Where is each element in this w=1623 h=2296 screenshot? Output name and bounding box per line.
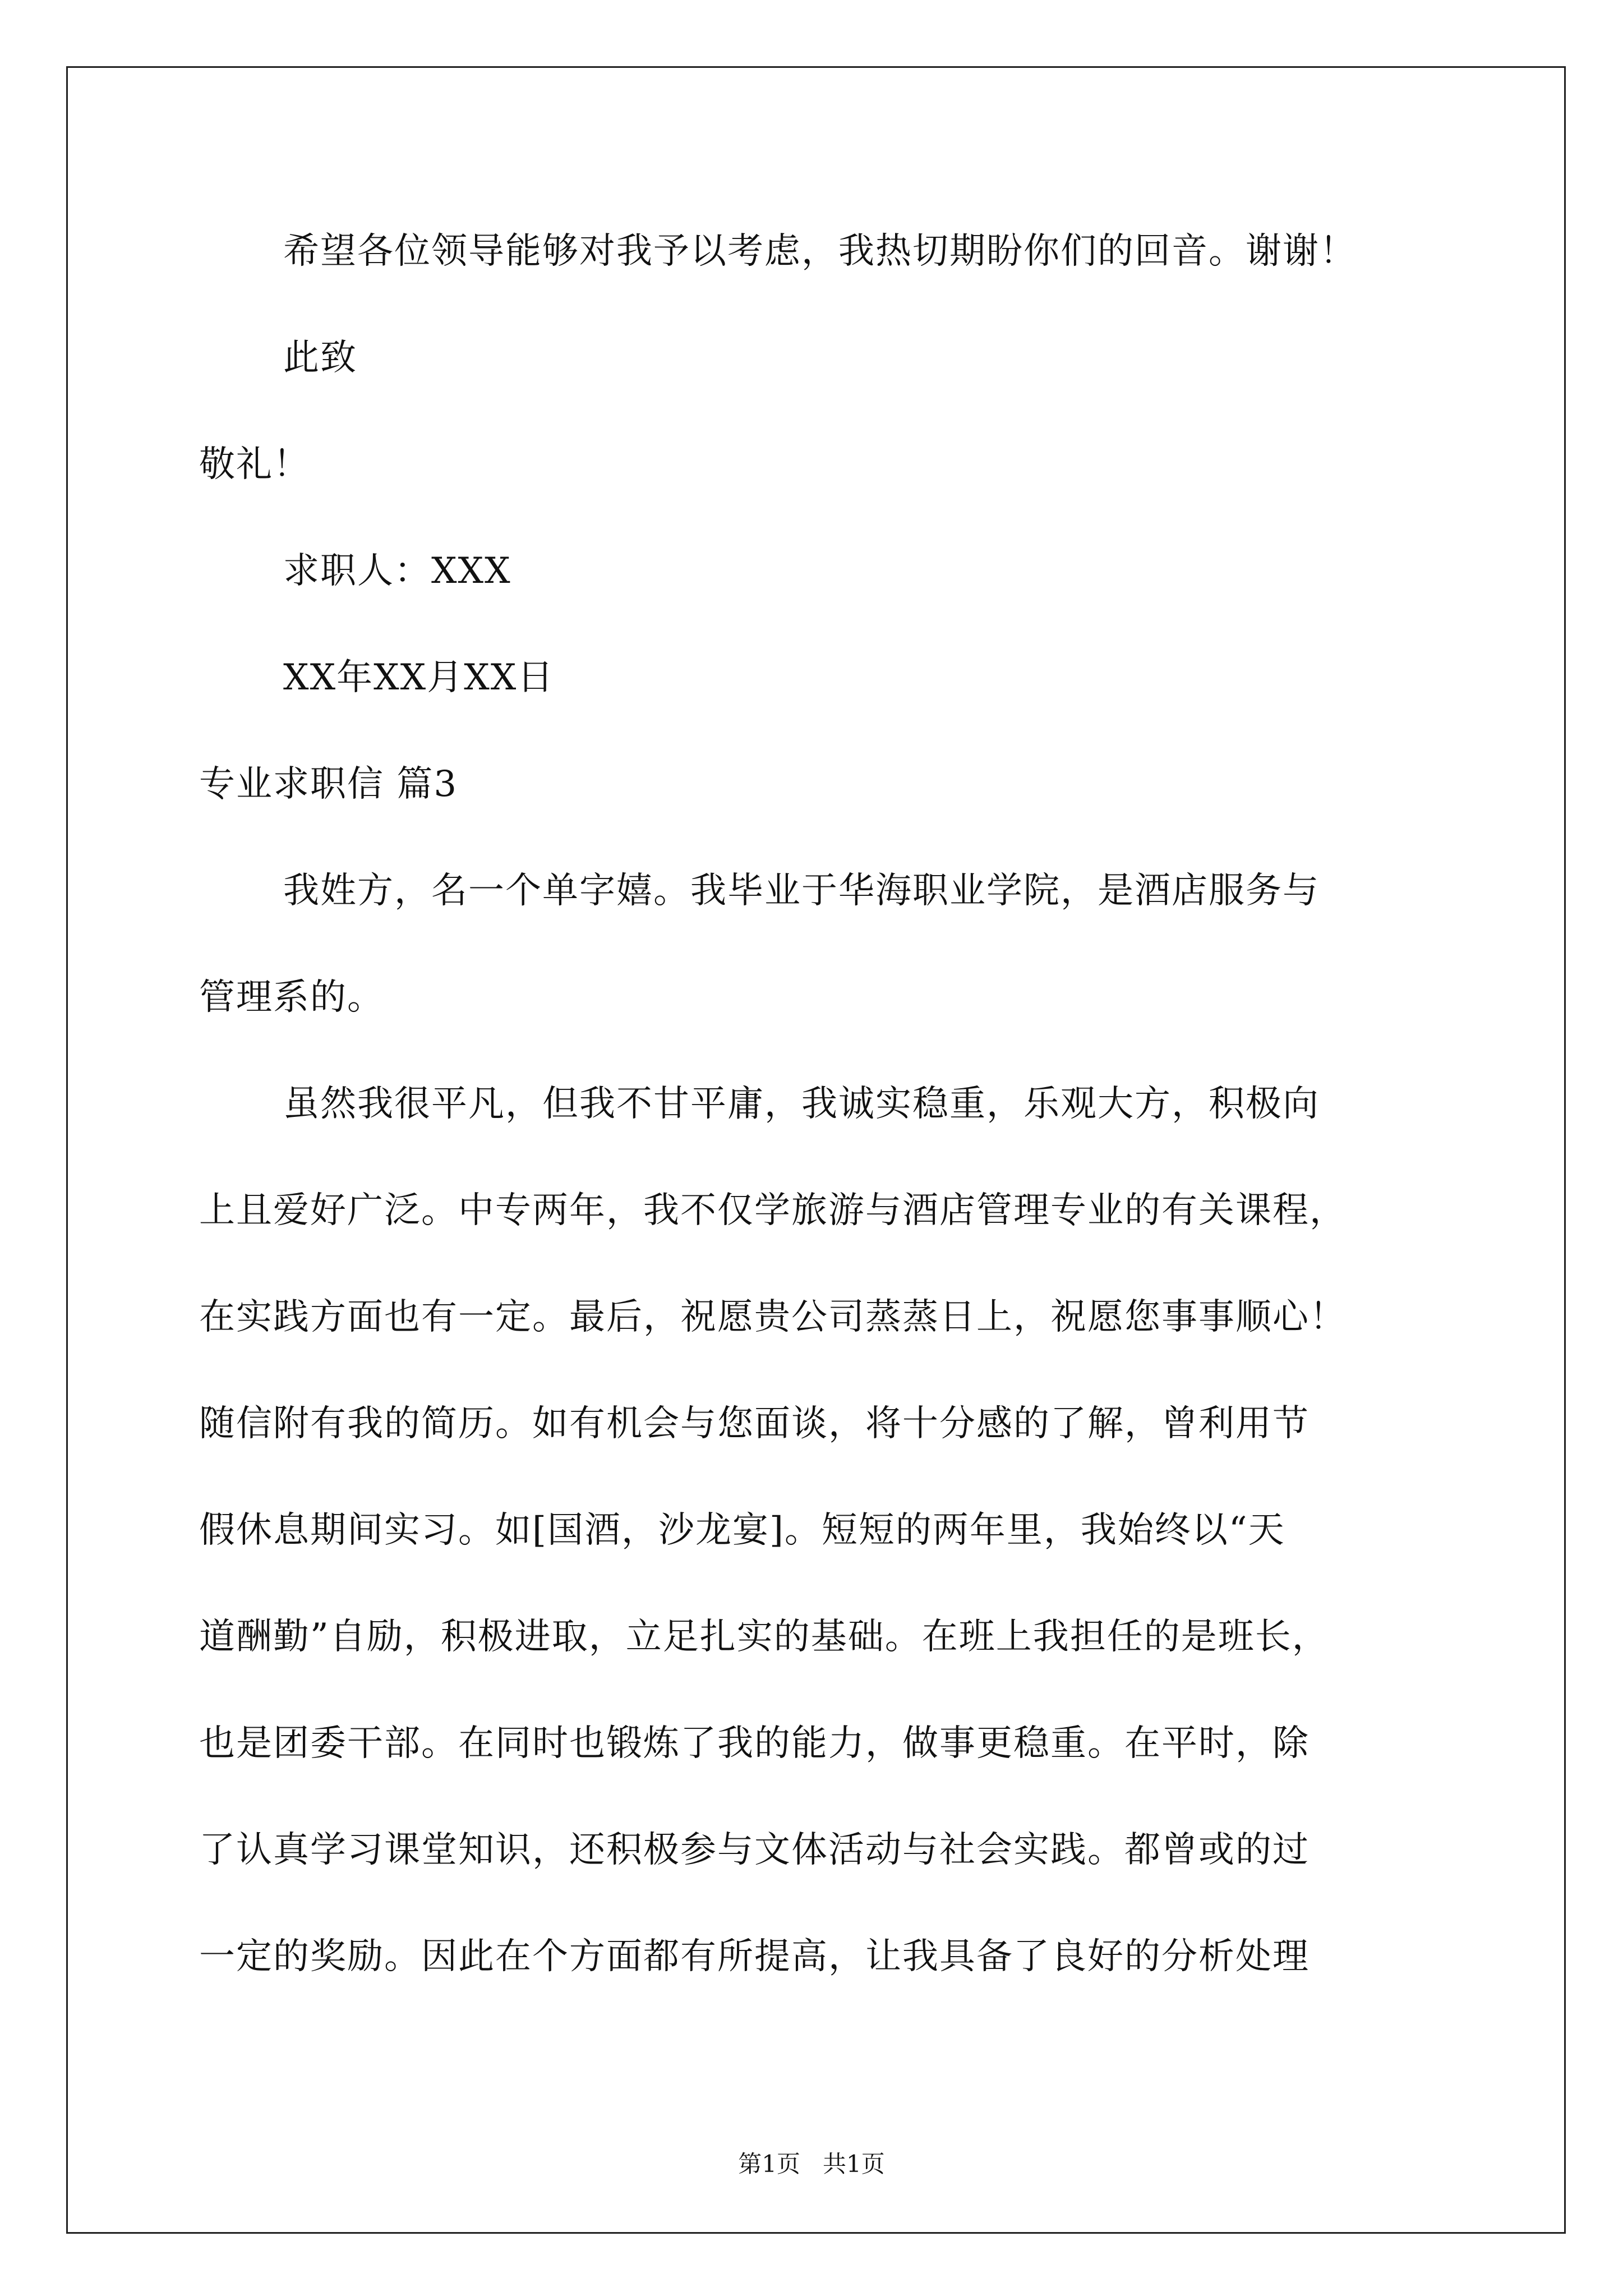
paragraph-line: 管理系的。 [199,977,384,1018]
page-footer: 第1页 共1页 [738,2150,885,2178]
paragraph-line: 一定的奖励。因此在个方面都有所提高，让我具备了良好的分析处理 [199,1936,1310,1977]
regards-line: 敬礼！ [199,444,310,485]
section-title: 专业求职信 篇3 [199,763,458,805]
date-line: XX年XX月XX日 [283,657,555,698]
paragraph-line: 随信附有我的简历。如有机会与您面谈，将十分感的了解，曾利用节 [199,1403,1310,1444]
paragraph-line: 也是团委干部。在同时也锻炼了我的能力，做事更稳重。在平时，除 [199,1723,1310,1764]
paragraph-line: 假休息期间实习。如[国酒，沙龙宴]。短短的两年里，我始终以“天 [199,1510,1285,1551]
paragraph-line: 上且爱好广泛。中专两年，我不仅学旅游与酒店管理专业的有关课程， [199,1190,1347,1231]
paragraph-line: 虽然我很平凡，但我不甘平庸，我诚实稳重，乐观大方，积极向 [283,1083,1320,1125]
closing-hope-line: 希望各位领导能够对我予以考虑，我热切期盼你们的回音。谢谢！ [283,231,1357,272]
page-border [66,66,1566,2234]
signature-line: 求职人：XXX [283,550,511,592]
salutation-line: 此致 [283,337,357,379]
paragraph-line: 道酬勤”自励，积极进取，立足扎实的基础。在班上我担任的是班长， [199,1616,1329,1658]
paragraph-line: 了认真学习课堂知识，还积极参与文体活动与社会实践。都曾或的过 [199,1829,1310,1871]
paragraph-line: 在实践方面也有一定。最后，祝愿贵公司蒸蒸日上，祝愿您事事顺心！ [199,1296,1347,1338]
paragraph-line: 我姓方，名一个单字嬉。我毕业于华海职业学院，是酒店服务与 [283,870,1320,912]
